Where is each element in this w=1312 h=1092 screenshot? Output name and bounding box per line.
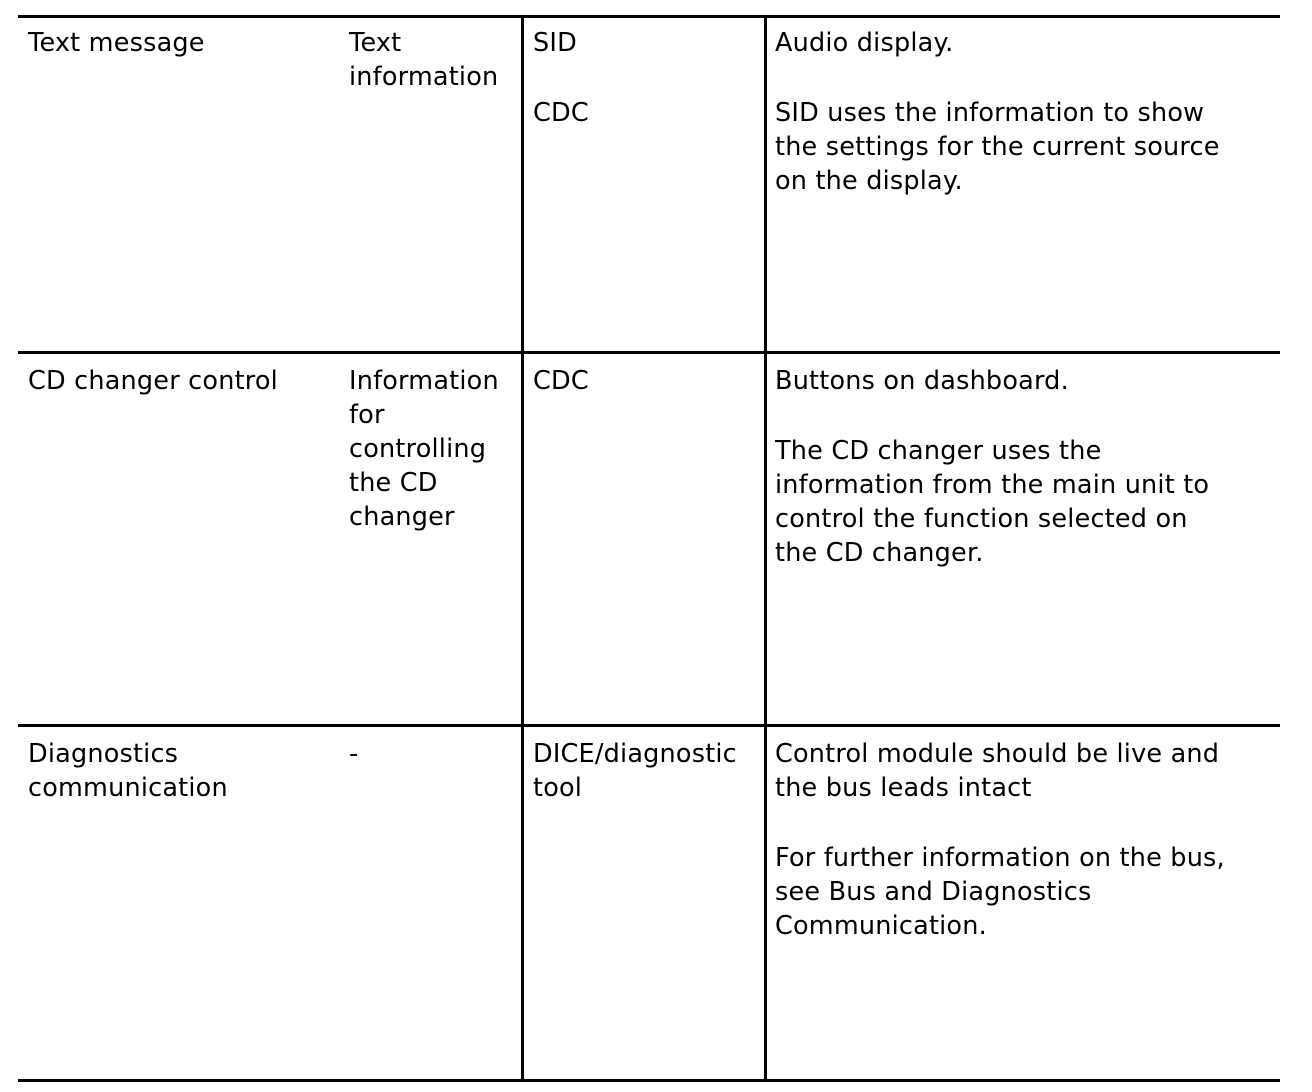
- source-paragraph: [533, 26, 589, 60]
- information-cell: [349, 364, 499, 534]
- information-text: Information: [349, 366, 499, 396]
- description-text: control the function selected on: [775, 504, 1188, 534]
- source-text: CDC: [533, 366, 589, 396]
- description-text: see Bus and Diagnostics: [775, 877, 1092, 907]
- source-cell: [533, 737, 737, 805]
- column-divider: [764, 15, 767, 1082]
- description-text: Communication.: [775, 911, 987, 941]
- message-cell: [28, 737, 228, 805]
- message-cell: [28, 26, 205, 60]
- description-paragraph: [775, 96, 1220, 198]
- information-text: for: [349, 400, 385, 430]
- description-paragraph: [775, 26, 1220, 60]
- row-divider: [18, 724, 1280, 727]
- information-text: Text: [349, 28, 402, 58]
- description-cell: [775, 364, 1209, 570]
- description-text: information from the main unit to: [775, 470, 1210, 500]
- table-top-rule: [18, 15, 1280, 18]
- message-text: communication: [28, 773, 228, 803]
- source-cell: [533, 364, 589, 398]
- source-text: SID: [533, 28, 577, 58]
- information-text: the CD: [349, 468, 438, 498]
- description-cell: [775, 737, 1225, 943]
- message-text: Text message: [28, 28, 205, 58]
- information-cell: [349, 737, 358, 771]
- description-text: on the display.: [775, 166, 963, 196]
- source-paragraph: [533, 96, 589, 130]
- description-paragraph: [775, 364, 1209, 398]
- information-cell: [349, 26, 498, 94]
- description-text: Buttons on dashboard.: [775, 366, 1069, 396]
- message-text: CD changer control: [28, 366, 278, 396]
- source-cell: [533, 26, 589, 130]
- information-text: changer: [349, 502, 455, 532]
- source-text: CDC: [533, 98, 589, 128]
- signal-table: [18, 15, 1280, 1083]
- description-text: For further information on the bus,: [775, 843, 1225, 873]
- information-text: -: [349, 739, 359, 769]
- description-text: the CD changer.: [775, 538, 984, 568]
- description-text: The CD changer uses the: [775, 436, 1102, 466]
- source-paragraph: [533, 364, 589, 398]
- information-text: controlling: [349, 434, 487, 464]
- table-bottom-rule: [18, 1079, 1280, 1082]
- description-text: the bus leads intact: [775, 773, 1032, 803]
- message-cell: [28, 364, 278, 398]
- description-text: Audio display.: [775, 28, 954, 58]
- source-text: tool: [533, 773, 583, 803]
- description-paragraph: [775, 434, 1209, 570]
- description-paragraph: [775, 737, 1225, 805]
- source-paragraph: [533, 737, 737, 805]
- description-cell: [775, 26, 1220, 198]
- column-divider: [521, 15, 524, 1082]
- description-text: SID uses the information to show: [775, 98, 1205, 128]
- row-divider: [18, 351, 1280, 354]
- description-text: the settings for the current source: [775, 132, 1220, 162]
- source-text: DICE/diagnostic: [533, 739, 737, 769]
- description-paragraph: [775, 841, 1225, 943]
- message-text: Diagnostics: [28, 739, 179, 769]
- information-text: information: [349, 62, 499, 92]
- description-text: Control module should be live and: [775, 739, 1220, 769]
